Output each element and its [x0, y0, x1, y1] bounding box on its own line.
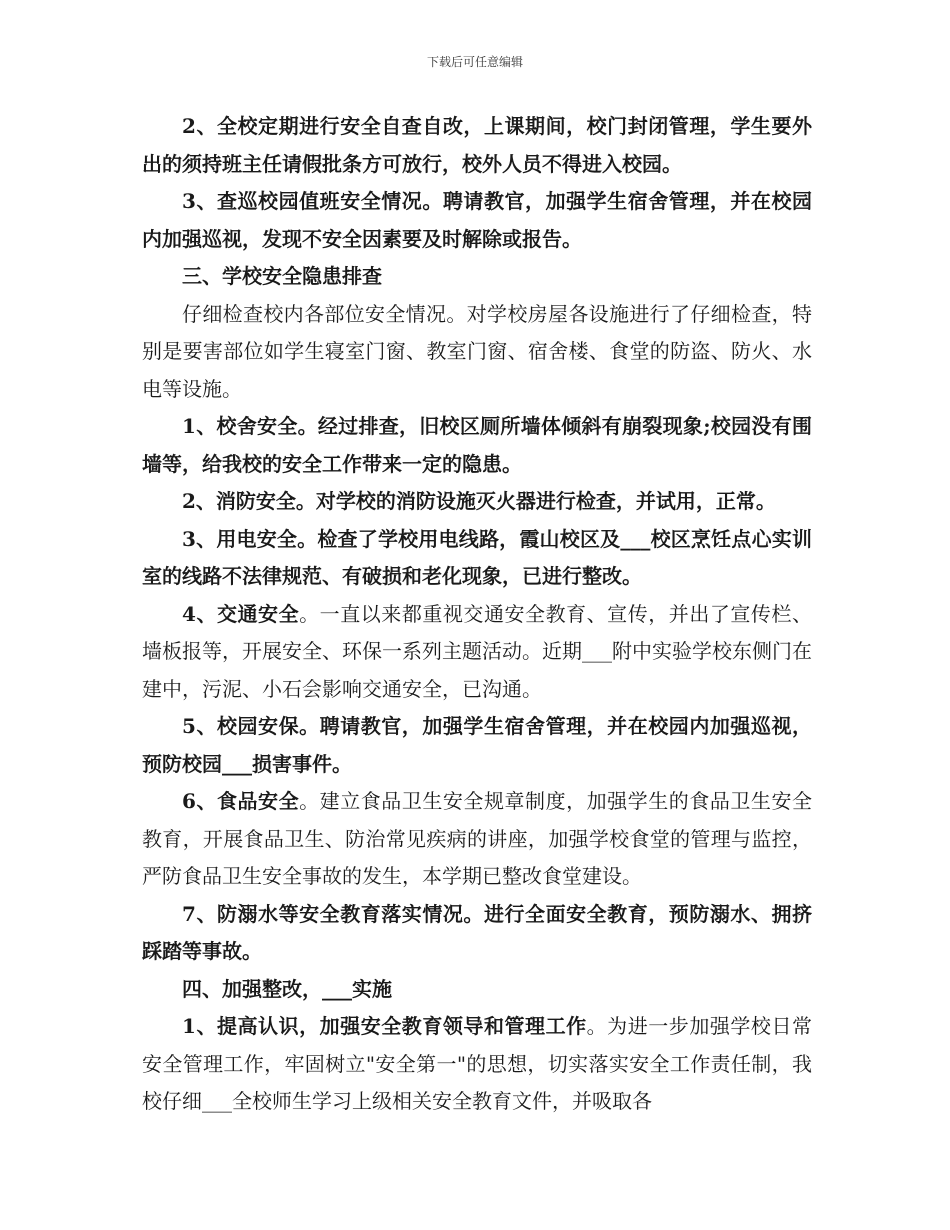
paragraph-text: 仔细检查校内各部位安全情况。对学校房屋各设施进行了仔细检查，特别是要害部位如学生寝室门窗、教室门窗、宿舍楼、食堂的防盗、防火、水电等设施。: [142, 301, 812, 401]
paragraph: [142, 783, 812, 896]
paragraph: [142, 708, 812, 783]
section-heading: [142, 971, 812, 1009]
paragraph-text: 。一直以来都重视交通安全教育、宣传，并出了宣传栏、墙板报等，开展安全、环保一系列主题活动。近期___附中实验学校东侧门在建中，污泥、小石会影响交通安全，已沟通。: [142, 601, 813, 701]
paragraph-bold-text: 1、校舍安全。经过排查，旧校区厕所墙体倾斜有崩裂现象;校园没有围墙等，给我校的安全工作带来一定的隐患。: [142, 414, 812, 476]
paragraph-bold-text: 7、防溺水等安全教育落实情况。进行全面安全教育，预防溺水、拥挤踩踏等事故。: [142, 901, 812, 963]
paragraph: [142, 108, 812, 183]
paragraph: [142, 521, 812, 596]
paragraph-bold-text: 3、查巡校园值班安全情况。聘请教官，加强学生宿舍管理，并在校园内加强巡视，发现不安全因素要及时解除或报告。: [142, 189, 812, 251]
paragraph-bold-text: 4、交通安全: [182, 601, 300, 626]
paragraph-bold-text: 1、提高认识，加强安全教育领导和管理工作: [182, 1014, 587, 1038]
paragraph-text: 。为进一步加强学校日常安全管理工作，牢固树立"安全第一"的思想，切实落实安全工作责任制，我校仔细___全校师生学习上级相关安全教育文件，并吸取各: [142, 1014, 812, 1113]
paragraph: [142, 483, 812, 521]
paragraph-bold-text: 2、消防安全。对学校的消防设施灭火器进行检查，并试用，正常。: [182, 489, 776, 513]
paragraph: [142, 896, 812, 971]
paragraph-bold-text: 6、食品安全: [182, 789, 300, 813]
paragraph: [142, 408, 812, 483]
paragraph: [142, 183, 812, 258]
paragraph-bold-text: 2、全校定期进行安全自查自改，上课期间，校门封闭管理，学生要外出的须持班主任请假批条方可放行，校外人员不得进入校园。: [142, 114, 812, 176]
paragraph-bold-text: 三、学校安全隐患排查: [182, 264, 382, 288]
paragraph-bold-text: 3、用电安全。检查了学校用电线路，霞山校区及___校区烹饪点心实训室的线路不法律规范、有破损和老化现象，已进行整改。: [142, 526, 812, 588]
paragraph-text: 。建立食品卫生安全规章制度，加强学生的食品卫生安全教育，开展食品卫生、防治常见疾病的讲座，加强学校食堂的管理与监控，严防食品卫生安全事故的发生，本学期已整改食堂建设。: [142, 789, 813, 888]
paragraph-bold-text: 5、校园安保。聘请教官，加强学生宿舍管理，并在校园内加强巡视，预防校园___损害事件。: [142, 714, 812, 776]
paragraph-bold-text: 四、加强整改，___实施: [182, 976, 392, 1001]
document-body: [142, 108, 812, 1121]
paragraph: [142, 596, 812, 709]
page-header: 下载后可任意编辑: [426, 55, 523, 69]
paragraph: [142, 1008, 812, 1121]
section-heading: [142, 258, 812, 296]
paragraph: [142, 296, 812, 409]
